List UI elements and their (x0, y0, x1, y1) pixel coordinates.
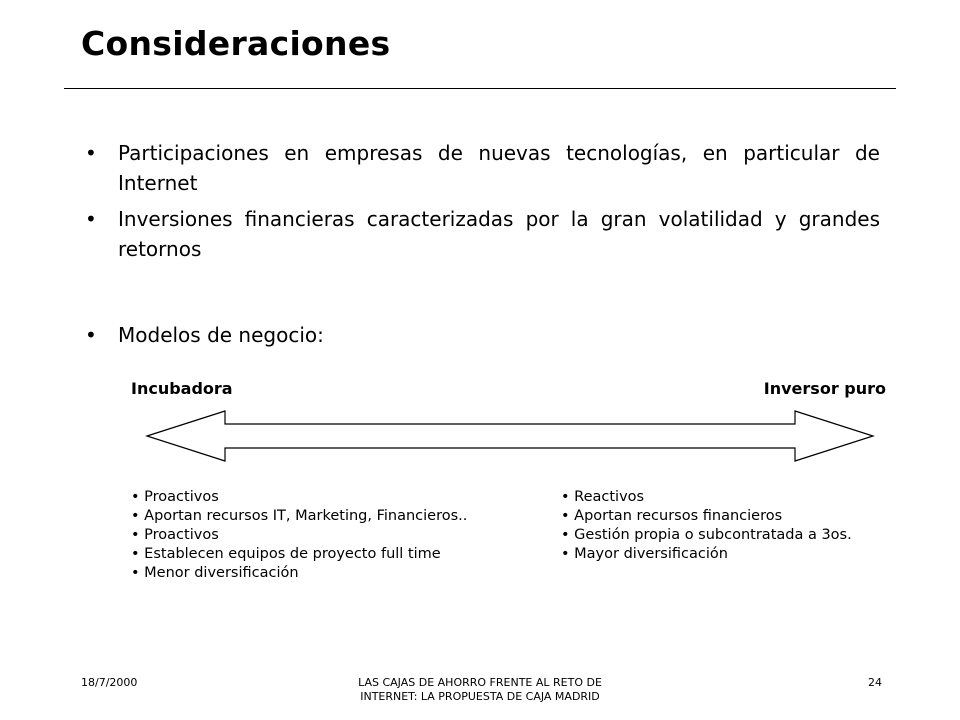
bullet-text: Modelos de negocio: (118, 323, 324, 347)
list-item: • Establecen equipos de proyecto full time (131, 546, 441, 562)
footer-title-line: INTERNET: LA PROPUESTA DE CAJA MADRID (360, 690, 600, 703)
list-item: • Aportan recursos IT, Marketing, Financieros.. (131, 508, 468, 524)
list-item: • Gestión propia o subcontratada a 3os. (561, 527, 852, 543)
list-item: • Menor diversificación (131, 565, 299, 581)
inversor-puro-traits-list (561, 488, 852, 564)
bullet-text: Participaciones en empresas de nuevas tecnologías, en particular de Internet (118, 141, 880, 195)
bullet-text: Inversiones financieras caracterizadas por la gran volatilidad y grandes retornos (118, 207, 880, 261)
list-item: • Proactivos (131, 489, 219, 505)
list-item: • Mayor diversificación (561, 546, 728, 562)
bullet-marker: • (85, 141, 97, 165)
footer-title-line: LAS CAJAS DE AHORRO FRENTE AL RETO DE (358, 676, 602, 689)
spectrum-left-label: Incubadora (131, 379, 233, 398)
list-item: • Aportan recursos financieros (561, 508, 783, 524)
double-arrow-icon (140, 408, 880, 464)
title-divider (64, 88, 896, 89)
footer-date: 18/7/2000 (81, 676, 138, 689)
bullet-marker: • (85, 323, 97, 347)
incubadora-traits-list (131, 488, 467, 583)
bullet-marker: • (85, 207, 97, 231)
page-number: 24 (868, 676, 882, 689)
spectrum-right-label: Inversor puro (763, 379, 886, 398)
bullet-item (85, 204, 880, 264)
slide-title: Consideraciones (81, 24, 391, 63)
list-item: • Reactivos (561, 489, 645, 505)
bullet-item (85, 320, 880, 350)
list-item: • Proactivos (131, 527, 219, 543)
footer-title (300, 676, 660, 704)
bullet-item (85, 138, 880, 198)
bullet-list (85, 138, 880, 350)
